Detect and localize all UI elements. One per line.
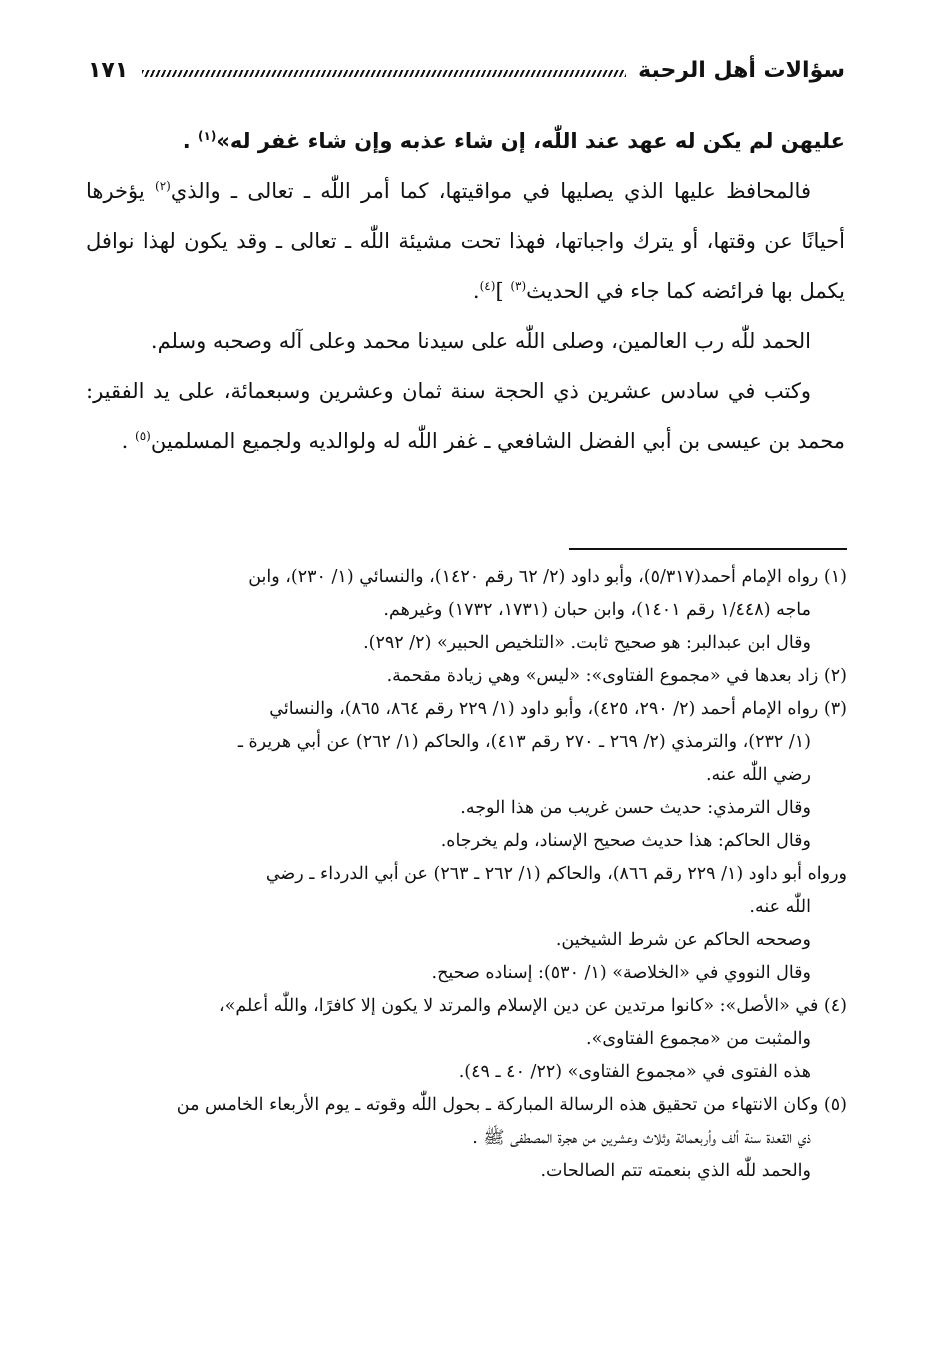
footnote-line: هذه الفتوى في «مجموع الفتاوى» (٢٢/ ٤٠ ـ ٤٩). — [458, 1062, 811, 1082]
footnote-line: اللّٰه عنه. — [749, 897, 811, 917]
footnote-line: (٤) في «الأصل»: «كانوا مرتدين عن دين الإسلام والمرتد لا يكون إلا كافرًا، واللّٰه أعلم»، — [219, 996, 847, 1016]
page-number: ١٧١ — [88, 57, 129, 83]
footnote-line: وصححه الحاكم عن شرط الشيخين. — [555, 930, 811, 950]
paragraph-1-text: عليهن لم يكن له عهد عند اللّٰه، إن شاء عذبه وإن شاء غفر له» — [216, 129, 845, 153]
paragraph-2-text-b: يؤخرها أحيانًا عن وقتها، أو يترك واجباتها، فهذا تحت مشيئة اللّٰه ـ تعالى ـ وقد يكون لهذا نوافل يكمل بها فرائضه كما جاء في الحديث — [86, 179, 845, 303]
footnote-line: وقال الحاكم: هذا حديث صحيح الإسناد، ولم يخرجاه. — [440, 831, 811, 851]
footnote-line: (١/ ٢٣٢)، والترمذي (٢/ ٢٦٩ ـ ٢٧٠ رقم ٤١٣)، والحاكم (١/ ٢٦٢) عن أبي هريرة ـ — [237, 732, 811, 752]
paragraph-2-text-c: ] — [495, 279, 511, 303]
paragraph-4-text: وكتب في سادس عشرين ذي الحجة سنة ثمان وعشرين وسبعمائة، على يد الفقير: محمد بن عيسى بن أبي الفضل الشافعي ـ غفر اللّٰه له ولوالديه ولجميع المسلمين — [86, 379, 845, 453]
footnote-ref-1: (١) — [198, 129, 217, 143]
paragraph-1 — [86, 116, 845, 166]
paragraph-2 — [86, 166, 845, 316]
running-header — [88, 50, 845, 90]
footnote-line: ذي القعدة سنة ألف وأربعمائة وثلاث وعشرين من هجرة المصطفى ﷺ . — [472, 1128, 811, 1148]
footnote-line: رضي اللّٰه عنه. — [705, 765, 811, 785]
footnote-line: (٣) رواه الإمام أحمد (٢/ ٢٩٠، ٤٢٥)، وأبو داود (١/ ٢٢٩ رقم ٨٦٤، ٨٦٥)، والنسائي — [269, 699, 847, 719]
footnote-line: وقال النووي في «الخلاصة» (١/ ٥٣٠): إسناده صحيح. — [431, 963, 811, 983]
footnote-line: وقال ابن عبدالبر: هو صحيح ثابت. «التلخيص الحبير» (٢/ ٢٩٢). — [363, 633, 811, 653]
paragraph-2-end: . — [472, 279, 480, 303]
footnote-line: ماجه (١/٤٤٨ رقم ١٤٠١)، وابن حبان (١٧٣١، ١٧٣٢) وغيرهم. — [383, 600, 811, 620]
footnote-ref-2: (٢) — [155, 179, 171, 193]
paragraph-1-end: . — [182, 129, 199, 153]
paragraph-4-end: . — [121, 429, 135, 453]
paragraph-2-text-a: فالمحافظ عليها الذي يصليها في مواقيتها، كما أمر اللّٰه ـ تعالى ـ والذي — [170, 179, 811, 203]
footnote-ref-4: (٤) — [479, 279, 496, 293]
paragraph-4 — [86, 366, 845, 466]
paragraph-3: الحمد للّٰه رب العالمين، وصلى اللّٰه على سيدنا محمد وعلى آله وصحبه وسلم. — [150, 329, 811, 353]
footnote-separator — [569, 548, 847, 550]
footnote-line: ورواه أبو داود (١/ ٢٢٩ رقم ٨٦٦)، والحاكم (١/ ٢٦٢ ـ ٢٦٣) عن أبي الدرداء ـ رضي — [265, 864, 847, 884]
footnote-line: (١) رواه الإمام أحمد(٥/٣١٧)، وأبو داود (٢/ ٦٢ رقم ١٤٢٠)، والنسائي (١/ ٢٣٠)، وابن — [248, 567, 847, 587]
footnote-line: (٥) وكان الانتهاء من تحقيق هذه الرسالة المباركة ـ بحول اللّٰه وقوته ـ يوم الأربعاء الخامس من — [176, 1095, 847, 1115]
footnote-line: وقال الترمذي: حديث حسن غريب من هذا الوجه. — [460, 798, 811, 818]
header-title: سؤالات أهل الرحبة — [638, 57, 845, 83]
footnote-ref-5: (٥) — [135, 429, 151, 443]
main-text — [86, 116, 845, 466]
footnote-ref-3: (٣) — [510, 279, 527, 293]
header-decorative-rule — [142, 70, 626, 77]
footnote-line: (٢) زاد بعدها في «مجموع الفتاوى»: «ليس» وهي زيادة مقحمة. — [386, 666, 847, 686]
footnotes — [82, 561, 847, 1188]
footnote-line: والمثبت من «مجموع الفتاوى». — [586, 1029, 811, 1049]
footnote-line: والحمد للّٰه الذي بنعمته تتم الصالحات. — [540, 1161, 811, 1181]
